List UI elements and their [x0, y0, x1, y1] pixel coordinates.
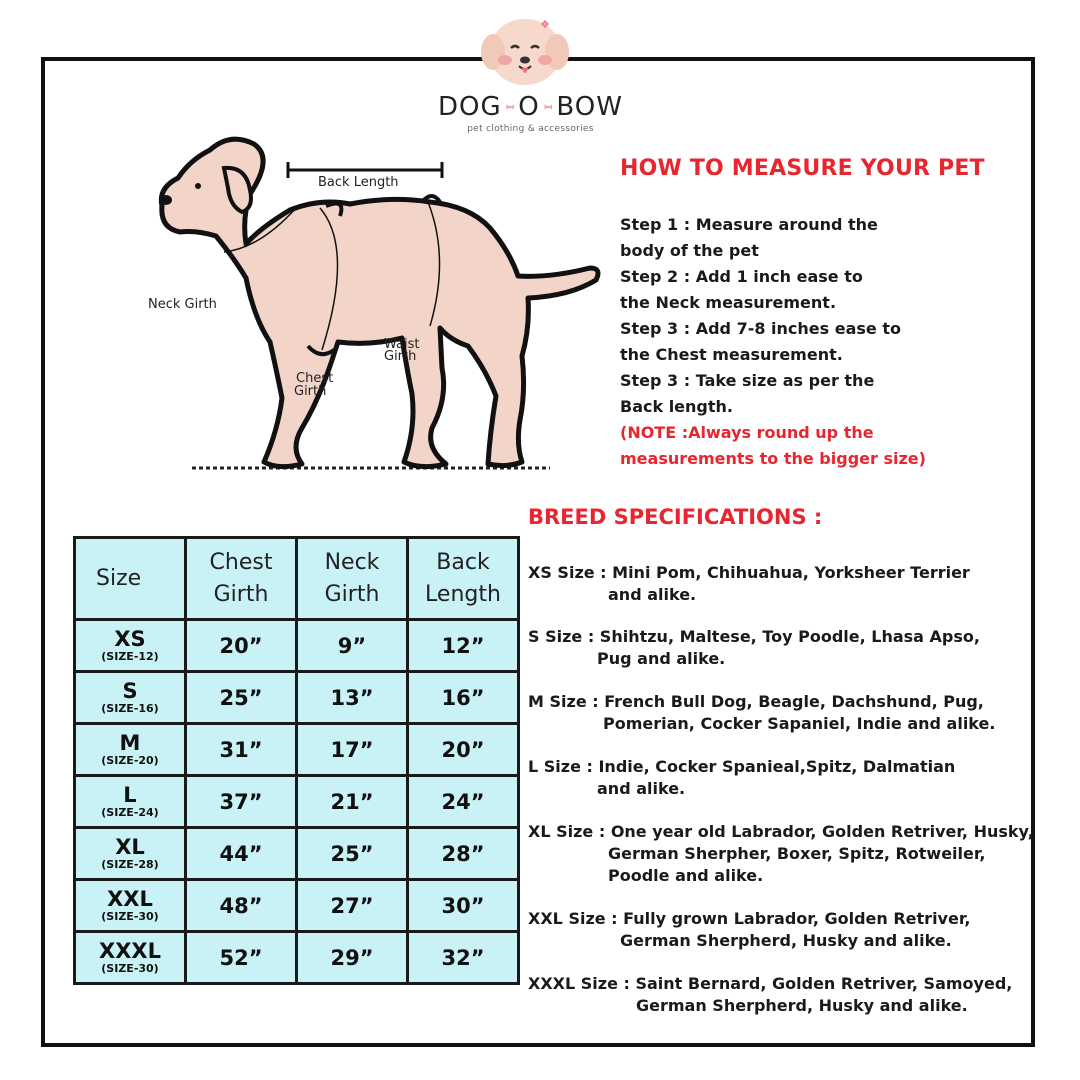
header-back-length: Back Length: [408, 538, 519, 620]
header-size: Size: [75, 538, 186, 620]
list-item: XXL Size : Fully grown Labrador, Golden Retriver, German Sherpherd, Husky and alike.: [528, 909, 971, 950]
neck-cell: 29”: [297, 932, 408, 984]
chest-cell: 25”: [186, 672, 297, 724]
chest-cell: 48”: [186, 880, 297, 932]
neck-cell: 9”: [297, 620, 408, 672]
how-to-measure-title: HOW TO MEASURE YOUR PET: [620, 156, 985, 181]
size-cell: XS (SIZE-12): [75, 620, 186, 672]
back-cell: 12”: [408, 620, 519, 672]
waist-girth-label-2: Girth: [384, 349, 417, 364]
brand-name-left: DOG: [438, 92, 502, 122]
note-line: measurements to the bigger size): [620, 449, 926, 468]
list-item: S Size : Shihtzu, Maltese, Toy Poodle, Lhasa Apso, Pug and alike.: [528, 627, 980, 668]
chest-cell: 31”: [186, 724, 297, 776]
table-row: [75, 724, 519, 776]
back-cell: 24”: [408, 776, 519, 828]
step-line: Step 3 : Add 7-8 inches ease to: [620, 319, 901, 338]
chest-girth-label-1: Chest: [296, 371, 334, 386]
neck-cell: 27”: [297, 880, 408, 932]
table-row: [75, 672, 519, 724]
back-cell: 16”: [408, 672, 519, 724]
list-item: M Size : French Bull Dog, Beagle, Dachshund, Pug, Pomerian, Cocker Sapaniel, Indie and alike.: [528, 692, 996, 733]
neck-cell: 25”: [297, 828, 408, 880]
neck-girth-label: Neck Girth: [148, 297, 217, 312]
note-line: (NOTE :Always round up the: [620, 423, 874, 442]
bow-icon: [506, 97, 515, 117]
size-cell: S (SIZE-16): [75, 672, 186, 724]
header-neck-girth: Neck Girth: [297, 538, 408, 620]
table-row: [75, 620, 519, 672]
step-line: body of the pet: [620, 241, 759, 260]
list-item: L Size : Indie, Cocker Spanieal,Spitz, Dalmatian and alike.: [528, 757, 956, 798]
back-cell: 30”: [408, 880, 519, 932]
bow-icon-right: [544, 97, 553, 117]
brand-name-mid: O: [518, 92, 540, 122]
chest-cell: 44”: [186, 828, 297, 880]
neck-cell: 17”: [297, 724, 408, 776]
brand-name-right: BOW: [556, 92, 623, 122]
size-chart-table: [73, 536, 520, 985]
header-chest-girth: Chest Girth: [186, 538, 297, 620]
list-item: XXXL Size : Saint Bernard, Golden Retriver, Samoyed, German Sherpherd, Husky and alike.: [528, 974, 1013, 1015]
step-line: Step 1 : Measure around the: [620, 215, 878, 234]
back-cell: 20”: [408, 724, 519, 776]
size-cell: XXXL (SIZE-30): [75, 932, 186, 984]
breed-specifications-title: BREED SPECIFICATIONS :: [528, 505, 823, 529]
back-length-label: Back Length: [318, 175, 399, 190]
table-row: [75, 776, 519, 828]
neck-cell: 21”: [297, 776, 408, 828]
brand-name: [438, 92, 623, 122]
list-item: XS Size : Mini Pom, Chihuahua, Yorksheer Terrier and alike.: [528, 563, 970, 604]
chest-cell: 52”: [186, 932, 297, 984]
waist-girth-label-1: Waist: [384, 337, 420, 352]
chest-cell: 20”: [186, 620, 297, 672]
table-row: [75, 828, 519, 880]
step-line: Back length.: [620, 397, 733, 416]
step-line: Step 2 : Add 1 inch ease to: [620, 267, 863, 286]
dog-mascot-logo-icon: [475, 10, 575, 90]
size-cell: XL (SIZE-28): [75, 828, 186, 880]
size-cell: XXL (SIZE-30): [75, 880, 186, 932]
step-line: the Neck measurement.: [620, 293, 837, 312]
size-cell: M (SIZE-20): [75, 724, 186, 776]
chest-cell: 37”: [186, 776, 297, 828]
table-row: [75, 880, 519, 932]
size-cell: L (SIZE-24): [75, 776, 186, 828]
step-line: Step 3 : Take size as per the: [620, 371, 875, 390]
brand-tagline: pet clothing & accessories: [467, 124, 594, 134]
measure-steps: [620, 212, 1020, 472]
table-header-row: [75, 538, 519, 620]
list-item: XL Size : One year old Labrador, Golden Retriver, Husky, German Sherpher, Boxer, Spitz, Rotweiler, Poodle and alike.: [528, 822, 1034, 885]
back-cell: 28”: [408, 828, 519, 880]
step-line: the Chest measurement.: [620, 345, 843, 364]
back-cell: 32”: [408, 932, 519, 984]
chest-girth-label-2: Girth: [294, 384, 327, 399]
table-row: [75, 932, 519, 984]
neck-cell: 13”: [297, 672, 408, 724]
